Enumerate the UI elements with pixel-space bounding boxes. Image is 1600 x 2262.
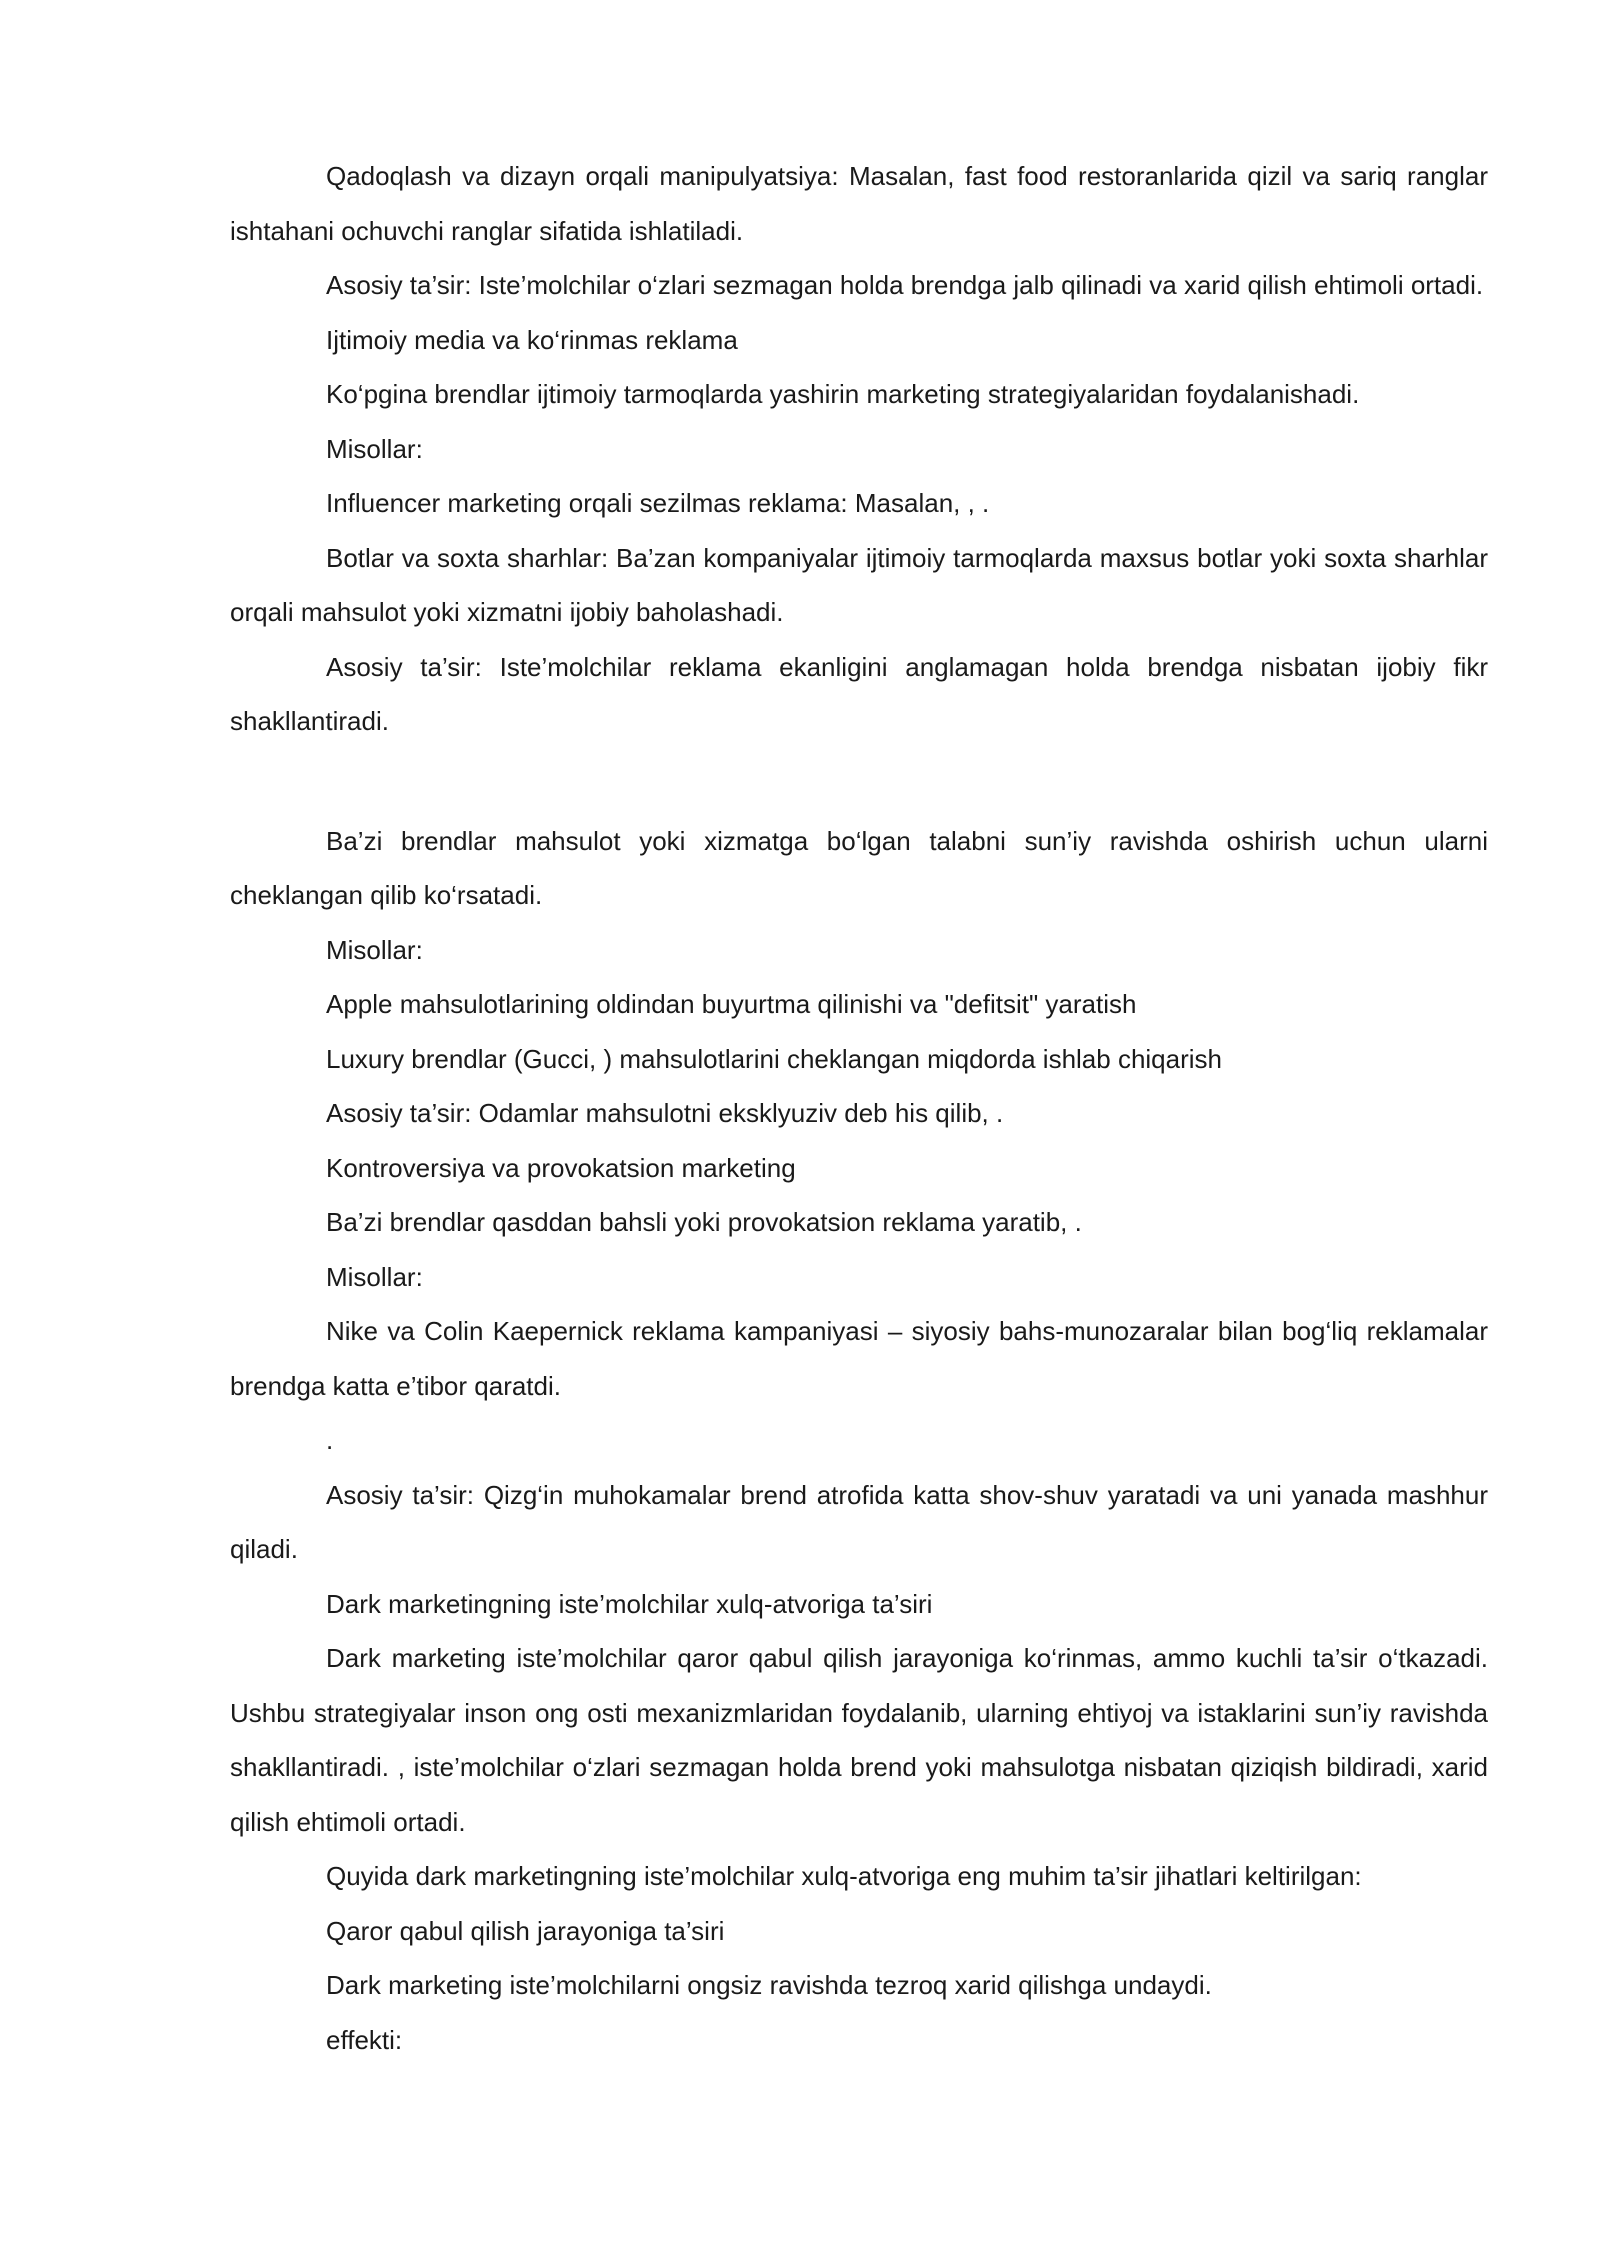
paragraph: Dark marketing iste’molchilarni ongsiz ravishda tezroq xarid qilishga undaydi. bbox=[326, 1970, 1212, 2000]
paragraph: Asosiy ta’sir: Iste’molchilar o‘zlari sezmagan holda brendga jalb qilinadi va xarid qilish ehtimoli ortadi. bbox=[326, 270, 1484, 300]
paragraph: Apple mahsulotlarining oldindan buyurtma qilinishi va "defitsit" yaratish bbox=[326, 989, 1137, 1019]
section-heading: Qaror qabul qilish jarayoniga ta’siri bbox=[326, 1915, 725, 1946]
paragraph: Misollar: bbox=[326, 934, 423, 965]
paragraph: Luxury brendlar (Gucci, ) mahsulotlarini cheklangan miqdorda ishlab chiqarish bbox=[326, 1043, 1222, 1074]
section-heading: Kontroversiya va provokatsion marketing bbox=[326, 1152, 796, 1183]
paragraph: Ba’zi brendlar mahsulot yoki xizmatga bo‘lgan talabni sun’iy ravishda oshirish uchun ularni cheklangan qilib ko‘rsatadi. bbox=[230, 825, 1488, 910]
paragraph: . bbox=[326, 1425, 334, 1455]
paragraph: Botlar va soxta sharhlar: Ba’zan kompaniyalar ijtimoiy tarmoqlarda maxsus botlar yoki soxta sharhlar orqali mahsulot yoki xizmatni ijobiy baholashadi. bbox=[230, 542, 1488, 627]
paragraph: Influencer marketing orqali sezilmas reklama: Masalan, , . bbox=[326, 488, 990, 518]
section-heading: Ijtimoiy media va ko‘rinmas reklama bbox=[326, 324, 738, 355]
document-body bbox=[230, 149, 1488, 2067]
paragraph: Quyida dark marketingning iste’molchilar xulq-atvoriga eng muhim ta’sir jihatlari keltirilgan: bbox=[326, 1861, 1362, 1891]
paragraph: Asosiy ta’sir: Qizg‘in muhokamalar brend atrofida katta shov-shuv yaratadi va uni yanada mashhur qiladi. bbox=[230, 1479, 1488, 1564]
paragraph: Ko‘pgina brendlar ijtimoiy tarmoqlarda yashirin marketing strategiyalaridan foydalanishadi. bbox=[326, 379, 1360, 409]
paragraph: effekti: bbox=[326, 2024, 403, 2055]
paragraph: Misollar: bbox=[326, 1261, 423, 1292]
paragraph: Ba’zi brendlar qasddan bahsli yoki provokatsion reklama yaratib, . bbox=[326, 1207, 1082, 1237]
paragraph: Asosiy ta’sir: Odamlar mahsulotni eksklyuziv deb his qilib, . bbox=[326, 1098, 1004, 1128]
paragraph: Dark marketing iste’molchilar qaror qabul qilish jarayoniga ko‘rinmas, ammo kuchli ta’sir o‘tkazadi. Ushbu strategiyalar inson ong osti mexanizmlaridan foydalanib, ularning ehtiyoj va istaklarini sun’iy ravishda shakllantiradi. , iste’molchilar o‘zlari sezmagan holda brend yoki mahsulotga nisbatan qiziqish bildiradi, xarid qilish ehtimoli ortadi. bbox=[230, 1643, 1488, 1837]
blank-line bbox=[230, 749, 1488, 814]
section-heading: Dark marketingning iste’molchilar xulq-atvoriga ta’siri bbox=[326, 1588, 933, 1619]
paragraph: Qadoqlash va dizayn orqali manipulyatsiya: Masalan, fast food restoranlarida qizil va sariq ranglar ishtahani ochuvchi ranglar sifatida ishlatiladi. bbox=[230, 161, 1488, 246]
paragraph: Nike va Colin Kaepernick reklama kampaniyasi – siyosiy bahs-munozaralar bilan bog‘liq reklamalar brendga katta e’tibor qaratdi. bbox=[230, 1316, 1488, 1401]
paragraph: Asosiy ta’sir: Iste’molchilar reklama ekanligini anglamagan holda brendga nisbatan ijobiy fikr shakllantiradi. bbox=[230, 651, 1488, 736]
paragraph: Misollar: bbox=[326, 433, 423, 464]
